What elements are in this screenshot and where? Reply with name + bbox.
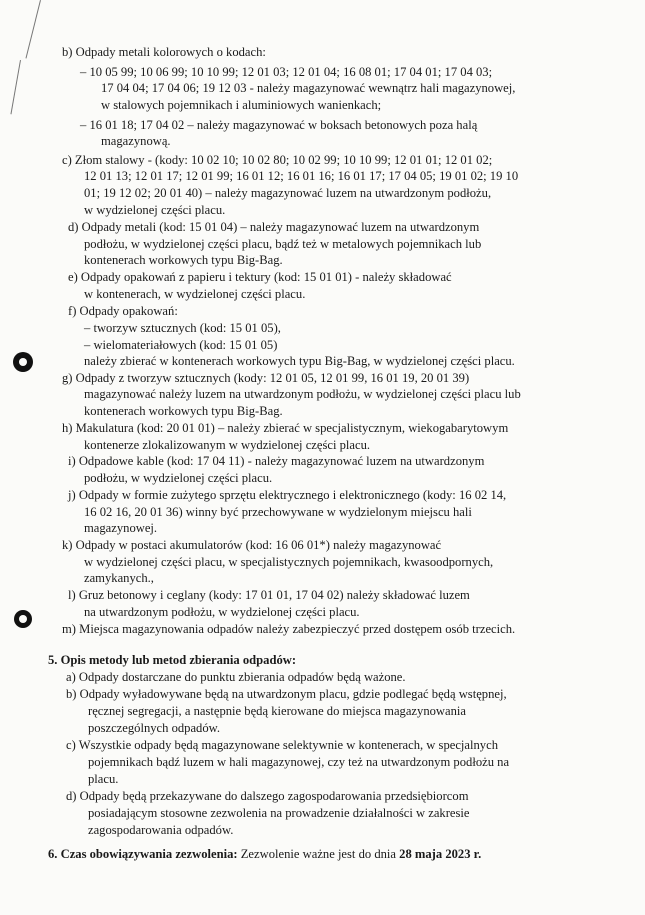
text-line: d) Odpady metali (kod: 15 01 04) – należy magazynować luzem na utwardzonym — [68, 220, 480, 234]
text-line: h) Makulatura (kod: 20 01 01) – należy zbierać w specjalistycznym, wiekogabarytowym — [62, 421, 509, 435]
text-line: i) Odpadowe kable (kod: 17 04 11) - należy magazynować luzem na utwardzonym — [68, 454, 485, 468]
text-line: e) Odpady opakowań z papieru i tektury (kod: 15 01 01) - należy składować — [68, 270, 452, 284]
text-line: zamykanych., — [84, 571, 154, 585]
text-line: w stalowych pojemnikach i aluminiowych wanienkach; — [101, 98, 382, 112]
scan-edge-line — [25, 0, 40, 58]
section-6-line — [48, 846, 481, 862]
text-line: c) Złom stalowy - (kody: 10 02 10; 10 02 80; 10 02 99; 10 10 99; 12 01 01; 12 01 02; — [62, 153, 493, 167]
text-line: b) Odpady metali kolorowych o kodach: — [62, 45, 266, 59]
text-line: na utwardzonym podłożu, w wydzielonej części placu. — [84, 605, 360, 619]
text-line: należy zbierać w kontenerach workowych typu Big-Bag, w wydzielonej części placu. — [84, 354, 515, 368]
text-line: f) Odpady opakowań: — [68, 304, 178, 318]
text-line: – tworzyw sztucznych (kod: 15 01 05), — [84, 321, 281, 335]
validity-text: Zezwolenie ważne jest do dnia — [237, 847, 400, 861]
punch-hole — [13, 352, 33, 372]
text-line: kontenerach workowych typu Big-Bag. — [84, 404, 283, 418]
punch-hole — [14, 610, 32, 628]
text-line: kontenerach workowych typu Big-Bag. — [84, 253, 283, 267]
text-line: a) Odpady dostarczane do punktu zbierania odpadów będą ważone. — [66, 670, 406, 684]
text-line: pojemnikach bądź luzem w hali magazynowej, czy też na utwardzonym podłożu na — [88, 755, 510, 769]
text-line: magazynową. — [101, 134, 171, 148]
text-line: 16 02 16, 20 01 36) winny być przechowywane w wydzielonym miejscu hali — [84, 505, 472, 519]
text-line: poszczególnych odpadów. — [88, 721, 221, 735]
text-line: podłożu, w wydzielonej części placu. — [84, 471, 273, 485]
text-line: w wydzielonej części placu. — [84, 203, 226, 217]
section-5-heading: 5. Opis metody lub metod zbierania odpadów: — [48, 653, 297, 667]
text-line: – wielomateriałowych (kod: 15 01 05) — [84, 338, 278, 352]
text-line: posiadającym stosowne zezwolenia na prowadzenie działalności w zakresie — [88, 806, 470, 820]
text-line: placu. — [88, 772, 119, 786]
scan-edge-line — [10, 60, 21, 114]
text-line: w kontenerach, w wydzielonej części placu. — [84, 287, 306, 301]
text-line: – 10 05 99; 10 06 99; 10 10 99; 12 01 03; 12 01 04; 16 08 01; 17 04 01; 17 04 03; — [80, 65, 493, 79]
text-line: magazynować należy luzem na utwardzonym podłożu, w wydzielonej części placu lub — [84, 387, 521, 401]
text-line: c) Wszystkie odpady będą magazynowane selektywnie w kontenerach, w specjalnych — [66, 738, 498, 752]
text-line: zagospodarowania odpadów. — [88, 823, 234, 837]
text-line: w wydzielonej części placu, w specjalistycznych pojemnikach, kwasoodpornych, — [84, 555, 494, 569]
text-line: – 16 01 18; 17 04 02 – należy magazynować w boksach betonowych poza halą — [80, 118, 478, 132]
text-line: ręcznej segregacji, a następnie będą kierowane do miejsca magazynowania — [88, 704, 466, 718]
text-line: j) Odpady w formie zużytego sprzętu elektrycznego i elektronicznego (kody: 16 02 14, — [68, 488, 507, 502]
text-line: podłożu, w wydzielonej części placu, bądź też w metalowych pojemnikach lub — [84, 237, 482, 251]
text-line: l) Gruz betonowy i ceglany (kody: 17 01 01, 17 04 02) należy składować luzem — [68, 588, 470, 602]
text-line: 01; 19 12 02; 20 01 40) – należy magazynować luzem na utwardzonym podłożu, — [84, 186, 492, 200]
text-line: k) Odpady w postaci akumulatorów (kod: 16 06 01*) należy magazynować — [62, 538, 442, 552]
text-line: g) Odpady z tworzyw sztucznych (kody: 12 01 05, 12 01 99, 16 01 19, 20 01 39) — [62, 371, 470, 385]
text-line: magazynowej. — [84, 521, 158, 535]
text-line: b) Odpady wyładowywane będą na utwardzonym placu, gdzie podlegać będą wstępnej, — [66, 687, 507, 701]
text-line: m) Miejsca magazynowania odpadów należy zabezpieczyć przed dostępem osób trzecich. — [62, 622, 516, 636]
section-6-heading: 6. Czas obowiązywania zezwolenia: — [48, 847, 238, 861]
text-line: kontenerze zlokalizowanym w wydzielonej części placu. — [84, 438, 371, 452]
text-line: 17 04 04; 17 04 06; 19 12 03 - należy magazynować wewnątrz hali magazynowej, — [101, 81, 516, 95]
text-line: d) Odpady będą przekazywane do dalszego zagospodarowania przedsiębiorcom — [66, 789, 469, 803]
validity-date: 28 maja 2023 r. — [399, 847, 482, 861]
text-line: 12 01 13; 12 01 17; 12 01 99; 16 01 12; 16 01 16; 16 01 17; 17 04 05; 19 01 02; 19 10 — [84, 169, 519, 183]
